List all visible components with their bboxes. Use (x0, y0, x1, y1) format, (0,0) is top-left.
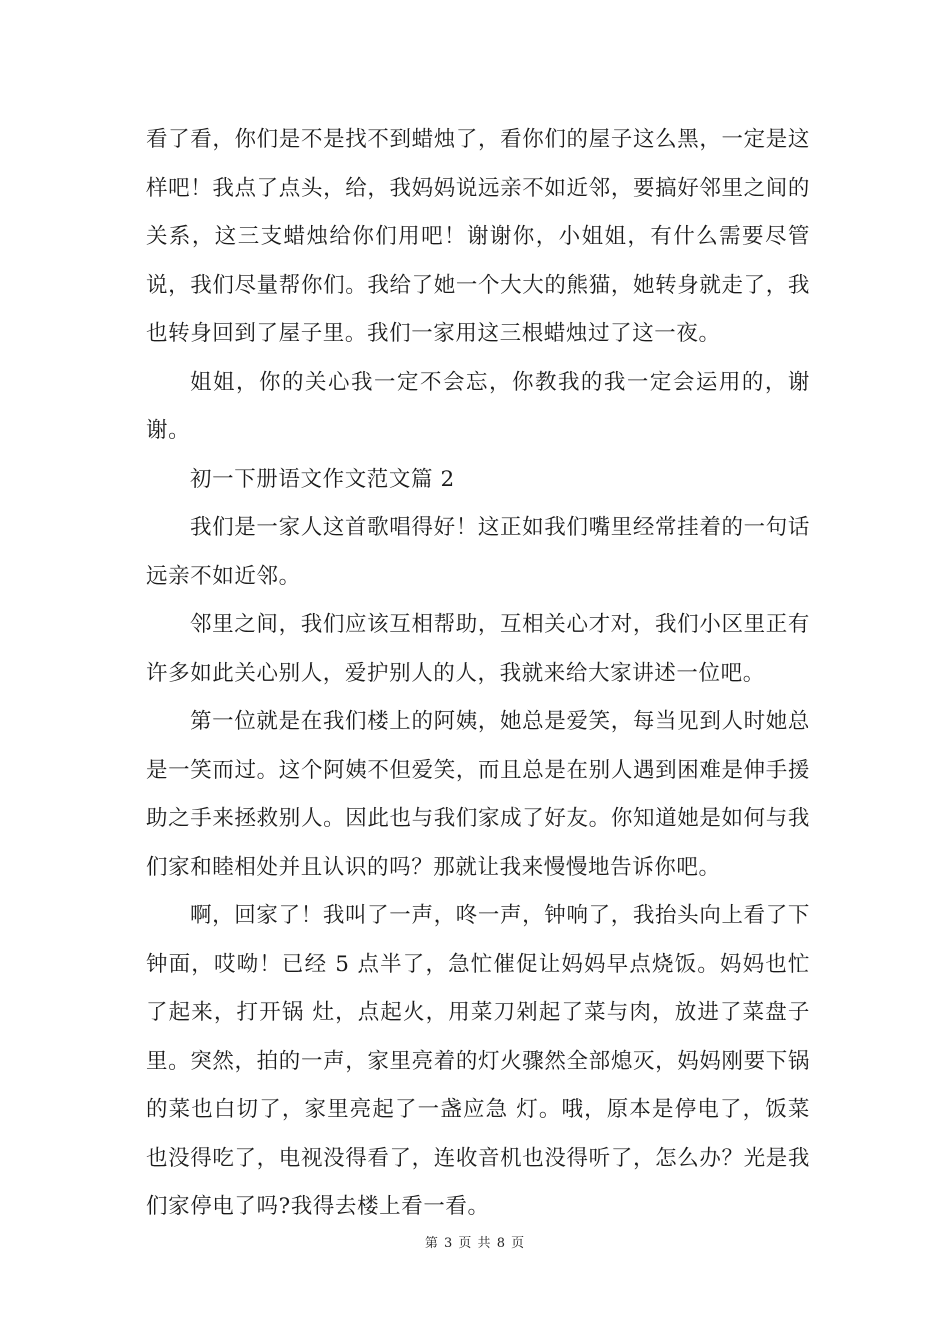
paragraph-3: 我们是一家人这首歌唱得好！这正如我们嘴里经常挂着的一句话远亲不如近邻。 (146, 515, 810, 589)
paragraph-6: 啊，回家了！我叫了一声，咚一声，钟响了，我抬头向上看了下钟面，哎呦！已经 5 点半了，急忙催促让妈妈早点烧饭。妈妈也忙了起来，打开锅 灶，点起火，用菜刀剁起了菜与肉，放进了菜盘子里。突然，拍的一声，家里亮着的灯火骤然全部熄灭，妈妈刚要下锅的菜也白切了，家里亮起了一盏应急 灯。哦，原本是停电了，饭菜也没得吃了，电视没得看了，连收音机也没得听了，怎么办？光是我们家停电了吗?我得去楼上看一看。 (146, 903, 810, 1219)
paragraph-1: 看了看，你们是不是找不到蜡烛了，看你们的屋子这么黑，一定是这样吧！我点了点头，给，我妈妈说远亲不如近邻，要搞好邻里之间的关系，这三支蜡烛给你们用吧！谢谢你，小姐姐，有什么需要尽管说，我们尽量帮你们。我给了她一个大大的熊猫，她转身就走了，我也转身回到了屋子里。我们一家用这三根蜡烛过了这一夜。 (146, 127, 810, 346)
page-number-footer: 第 3 页 共 8 页 (424, 1236, 526, 1251)
paragraph-4: 邻里之间，我们应该互相帮助，互相关心才对，我们小区里正有许多如此关心别人，爱护别人的人，我就来给大家讲述一位吧。 (146, 612, 810, 686)
paragraph-2: 姐姐，你的关心我一定不会忘，你教我的我一定会运用的，谢谢。 (146, 369, 810, 443)
paragraph-5: 第一位就是在我们楼上的阿姨，她总是爱笑，每当见到人时她总是一笑而过。这个阿姨不但爱笑，而且总是在别人遇到困难是伸手援助之手来拯救别人。因此也与我们家成了好友。你知道她是如何与我们家和睦相处并且认识的吗？那就让我来慢慢地告诉你吧。 (146, 709, 810, 880)
body-text (146, 116, 810, 1232)
section-heading: 初一下册语文作文范文篇 2 (190, 466, 455, 492)
